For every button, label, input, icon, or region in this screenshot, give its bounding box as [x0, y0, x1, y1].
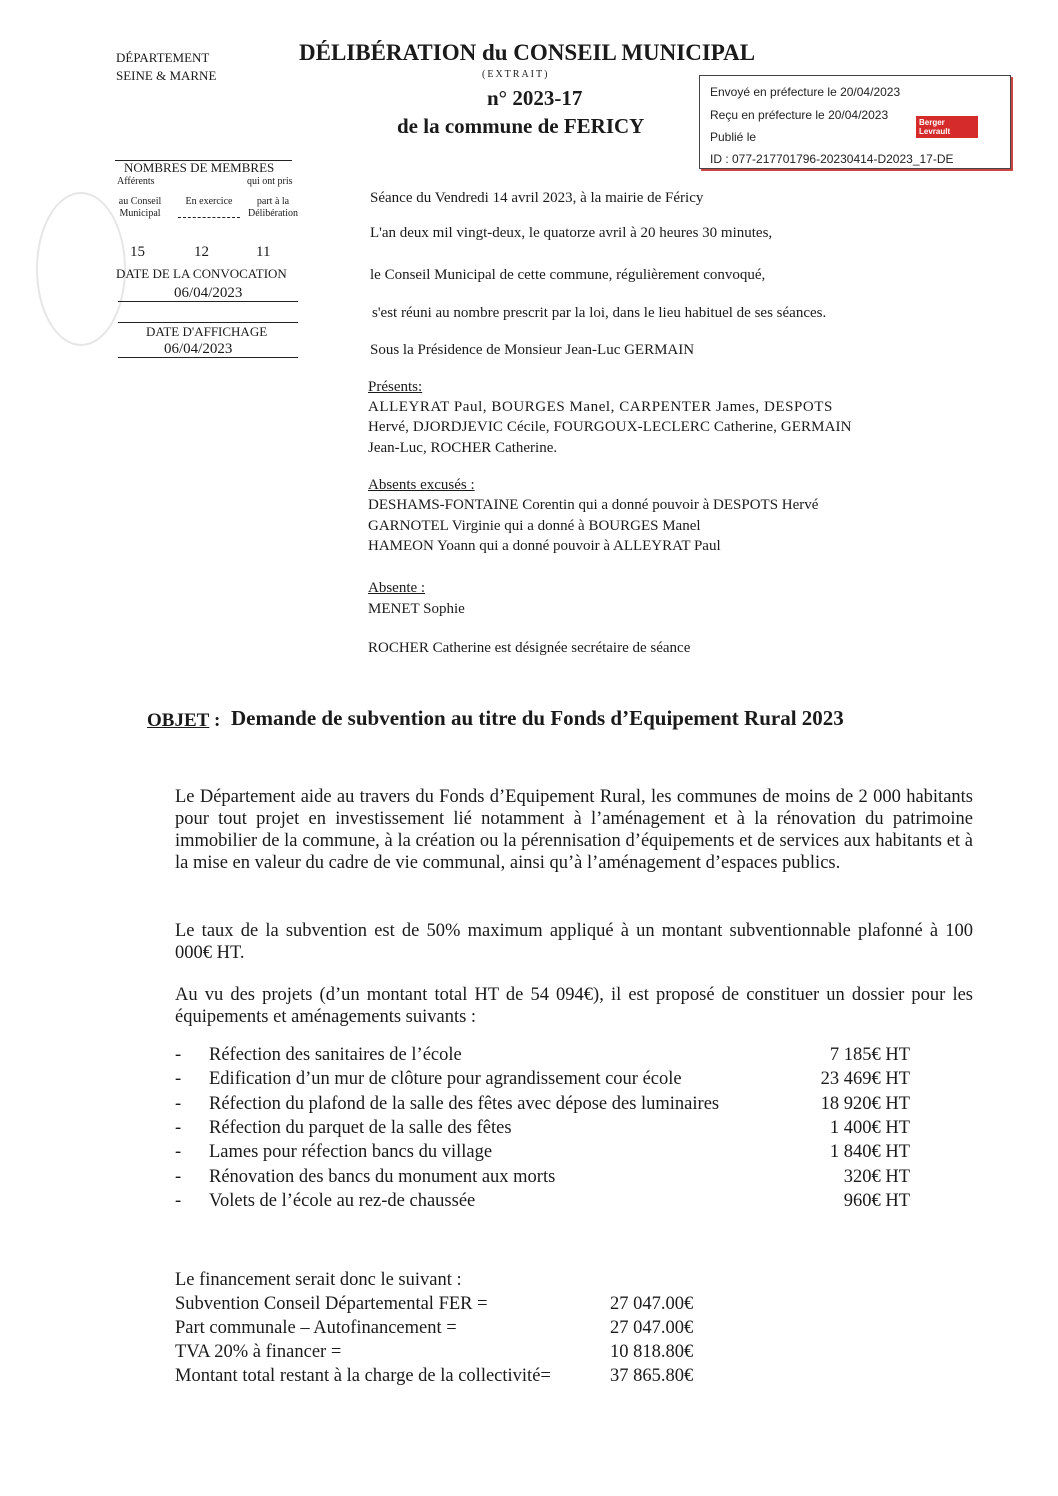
berger-levrault-logo: Berger Levrault: [916, 116, 978, 138]
commune-name: de la commune de FERICY: [397, 114, 645, 138]
members-col-part: part à la Délibération: [248, 196, 298, 219]
convocation-label: DATE DE LA CONVOCATION: [116, 266, 287, 281]
presents-line3: Jean-Luc, ROCHER Catherine.: [368, 440, 558, 456]
stamp-sent: Envoyé en préfecture le 20/04/2023: [710, 85, 901, 99]
members-afferents: Afférents: [117, 176, 155, 187]
paragraph-1: Le Département aide au travers du Fonds d’Equipement Rural, les communes de moins de 2 000 habitants pour tout projet en investissement lié notamment à l’aménagement et à la rénovation du patrimoine immobilier de la commune, à la création ou la pérennisation d’équipements et de services aux habitants et à la mise en valeur du cadre de vie communal, ainsi qu’à l’aménagement d’espaces publics.: [175, 787, 973, 873]
seance-line2: L'an deux mil vingt-deux, le quatorze avril à 20 heures 30 minutes,: [370, 225, 773, 241]
paragraph-2: Le taux de la subvention est de 50% maximum appliqué à un montant subventionnable plafonné à 100 000€ HT.: [175, 921, 973, 963]
members-qui-ont-pris: qui ont pris: [247, 176, 293, 187]
convocation-date: 06/04/2023: [174, 285, 243, 301]
financement-label-fer: Subvention Conseil Départemental FER =: [175, 1294, 488, 1314]
financement-label-autofinancement: Part communale – Autofinancement =: [175, 1318, 457, 1338]
members-col-conseil: au Conseil Municipal: [118, 196, 162, 219]
stamp-published: Publié le: [710, 130, 757, 144]
absente-name: MENET Sophie: [368, 601, 465, 617]
financement-value-autofinancement: 27 047.00€: [610, 1318, 694, 1338]
affichage-top-rule: [118, 322, 298, 323]
financement-value-fer: 27 047.00€: [610, 1294, 694, 1314]
financement-intro: Le financement serait donc le suivant :: [175, 1270, 462, 1290]
absents-excuses-line3: HAMEON Yoann qui a donné pouvoir à ALLEYRAT Paul: [368, 538, 721, 554]
seance-line3: le Conseil Municipal de cette commune, régulièrement convoqué,: [370, 267, 766, 283]
seance-date: Séance du Vendredi 14 avril 2023, à la mairie de Féricy: [370, 190, 704, 206]
convocation-rule: [118, 301, 298, 302]
members-heading: NOMBRES DE MEMBRES: [124, 160, 275, 175]
secretaire-de-seance: ROCHER Catherine est désignée secrétaire de séance: [368, 640, 691, 656]
seance-president: Sous la Présidence de Monsieur Jean-Luc GERMAIN: [370, 342, 695, 358]
absents-excuses-line2: GARNOTEL Virginie qui a donné à BOURGES Manel: [368, 518, 701, 534]
presents-line2: Hervé, DJORDJEVIC Cécile, FOURGOUX-LECLERC Catherine, GERMAIN: [368, 419, 852, 435]
seance-line4: s'est réuni au nombre prescrit par la loi, dans le lieu habituel de ses séances.: [372, 305, 827, 321]
objet-colon: :: [214, 710, 221, 731]
affichage-rule: [118, 357, 298, 358]
absente-label: Absente :: [368, 580, 426, 596]
members-count-part: 11: [256, 244, 271, 260]
page-title: DÉLIBÉRATION du CONSEIL MUNICIPAL: [299, 40, 756, 65]
deliberation-number: n° 2023-17: [487, 86, 583, 110]
affichage-label: DATE D'AFFICHAGE: [146, 324, 268, 339]
affichage-date: 06/04/2023: [164, 341, 233, 357]
members-count-exercice: 12: [194, 244, 209, 260]
absents-excuses-line1: DESHAMS-FONTAINE Corentin qui a donné pouvoir à DESPOTS Hervé: [368, 497, 819, 513]
financement-value-tva: 10 818.80€: [610, 1342, 694, 1362]
prefecture-stamp: [699, 75, 1011, 169]
financement-value-total: 37 865.80€: [610, 1366, 694, 1386]
presents-line1: ALLEYRAT Paul, BOURGES Manel, CARPENTER James, DESPOTS: [368, 399, 833, 415]
members-count-afferents: 15: [130, 244, 145, 260]
paragraph-3: Au vu des projets (d’un montant total HT de 54 094€), il est proposé de constituer un dossier pour les équipements et aménagements suivants :: [175, 985, 973, 1027]
absents-excuses-label: Absents excusés :: [368, 477, 475, 493]
financement-label-total: Montant total restant à la charge de la collectivité=: [175, 1366, 551, 1386]
presents-label: Présents:: [368, 379, 423, 395]
extract-label: (EXTRAIT): [482, 69, 550, 80]
financement-label-tva: TVA 20% à financer =: [175, 1342, 342, 1362]
stamp-received: Reçu en préfecture le 20/04/2023: [710, 108, 889, 122]
objet-label: OBJET: [147, 710, 210, 731]
members-col-rule: [178, 217, 240, 218]
members-col-exercice: En exercice: [185, 196, 233, 207]
stamp-id: ID : 077-217701796-20230414-D2023_17-DE: [710, 152, 954, 166]
department-line1: DÉPARTEMENT: [116, 50, 210, 65]
department-line2: SEINE & MARNE: [116, 68, 217, 83]
objet-text: Demande de subvention au titre du Fonds d’Equipement Rural 2023: [231, 706, 844, 730]
